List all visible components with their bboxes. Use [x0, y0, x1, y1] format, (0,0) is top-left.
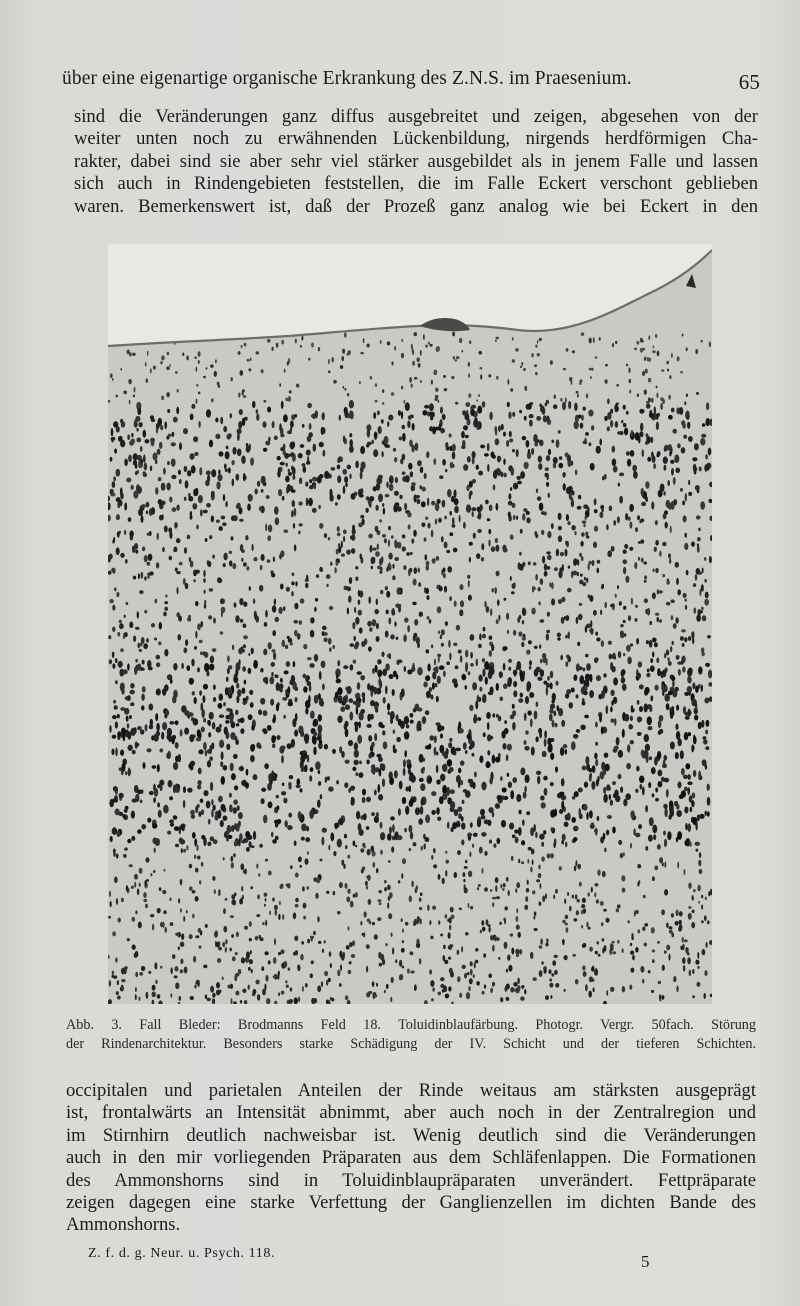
page-number: 65 [738, 70, 760, 94]
page-footer [88, 1246, 668, 1276]
figure-caption [66, 1016, 756, 1053]
journal-reference: Z. f. d. g. Neur. u. Psych. 118. [88, 1246, 276, 1261]
running-head [62, 64, 762, 94]
signature-mark: 5 [641, 1252, 650, 1271]
text-line: ist, frontalwärts an Intensität abnimmt, aber auch noch in der Zentralregion und [66, 1102, 756, 1124]
text-line: im Stirnhirn deutlich nachweisbar ist. Wenig deutlich sind die Veränderungen [66, 1124, 756, 1146]
text-line: weiter unten noch zu erwähnenden Lückenbildung, nirgends herdförmigen Cha- [74, 128, 758, 150]
caption-line: Abb. 3. Fall Bleder: Brodmanns Feld 18. Toluidinblaufärbung. Photogr. Vergr. 50fach. Störung [66, 1017, 756, 1033]
text-line: rakter, dabei sind sie aber sehr viel stärker ausgebildet als in jenem Falle und lassen [74, 150, 758, 172]
text-line: zeigen dagegen eine starke Verfettung der Ganglienzellen im dichten Bande des [66, 1192, 756, 1214]
text-line: sind die Veränderungen ganz diffus ausgebreitet und zeigen, abgesehen von der [74, 106, 758, 127]
paragraph-bottom [66, 1080, 756, 1237]
text-line: auch in den mir vorliegenden Präparaten aus dem Schläfenlappen. Die Formationen [66, 1147, 756, 1169]
paragraph-top [74, 106, 758, 218]
text-line: sich auch in Rindengebieten feststellen, die im Falle Eckert verschont geblieben [74, 173, 758, 195]
micrograph-figure [108, 244, 712, 1004]
text-line: Ammonshorns. [66, 1214, 181, 1236]
caption-line: der Rindenarchitektur. Besonders starke Schädigung der IV. Schicht und der tieferen Schichten. [66, 1035, 756, 1052]
text-line: des Ammonshorns sind in Toluidinblaupräparaten unverändert. Fettpräparate [66, 1169, 756, 1191]
text-line: waren. Bemerkenswert ist, daß der Prozeß ganz analog wie bei Eckert in den [74, 195, 758, 217]
running-head-title: über eine eigenartige organische Erkrankung des Z.N.S. im Praesenium. [62, 68, 632, 89]
micrograph-image [108, 244, 712, 1004]
text-line: occipitalen und parietalen Anteilen der Rinde weitaus am stärksten ausgeprägt [66, 1080, 756, 1101]
